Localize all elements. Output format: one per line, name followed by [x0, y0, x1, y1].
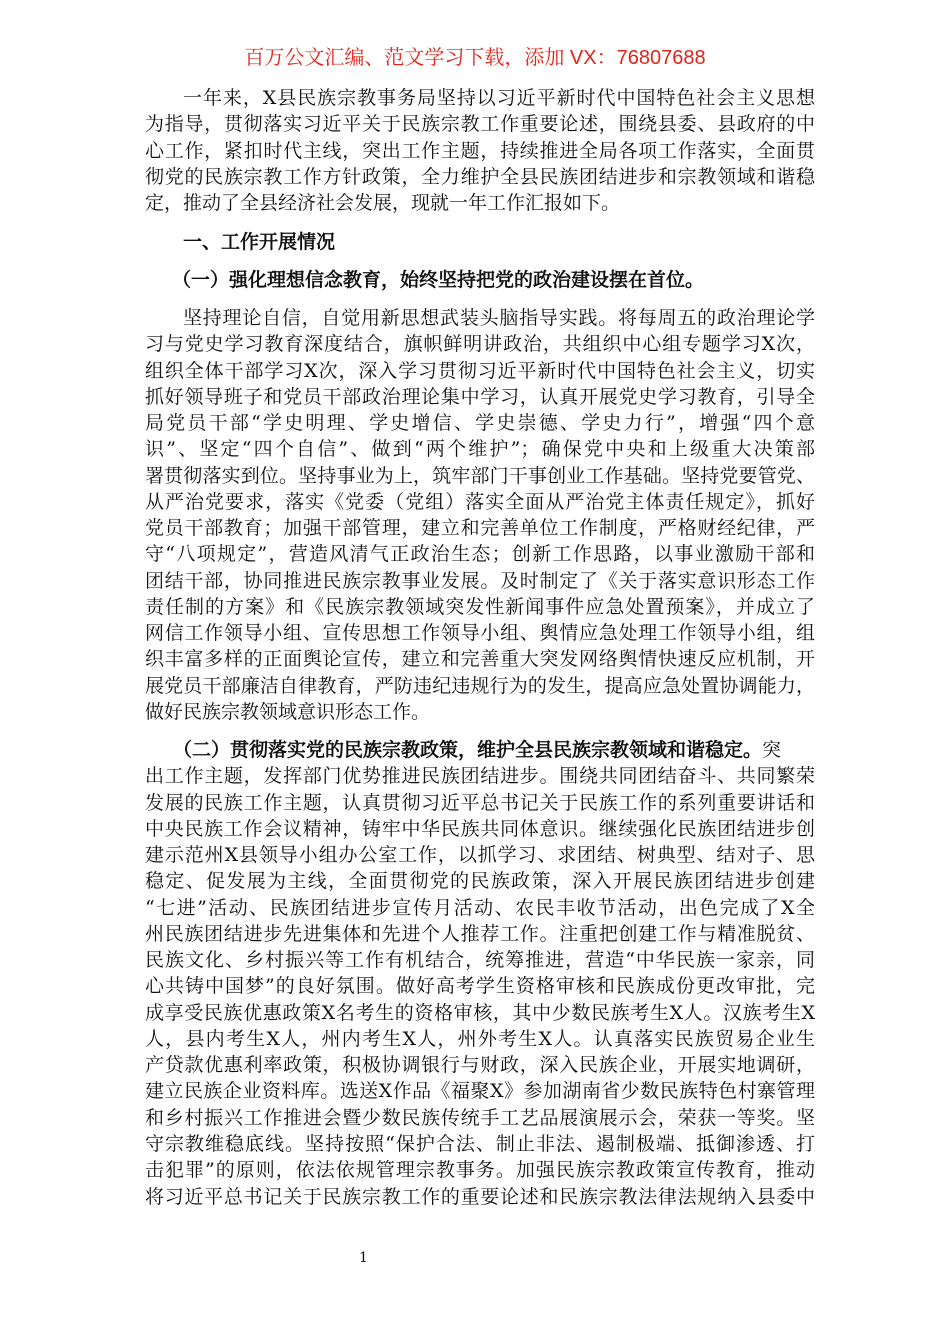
text-line: 定，推动了全县经济社会发展，现就一年工作汇报如下。 [145, 192, 621, 215]
text-line: 民族文化、乡村振兴等工作有机结合，统筹推进，营造“中华民族一家亲，同 [145, 949, 815, 972]
page-number: 1 [359, 1250, 368, 1266]
section-heading: 一、工作开展情况 [183, 231, 336, 253]
text-line: 组织全体干部学习X次，深入学习贯彻习近平新时代中国特色社会主义，切实 [145, 359, 815, 382]
paragraph-1 [145, 305, 815, 725]
text-line: 织丰富多样的正面舆论宣传，建立和完善重大突发网络舆情快速反应机制，开 [145, 648, 815, 671]
text-line: 习与党史学习教育深度结合，旗帜鲜明讲政治，共组织中心组专题学习X次， [145, 333, 815, 356]
text-line: 局党员干部“学史明理、学史增信、学史崇德、学史力行”，增强“四个意 [145, 412, 815, 435]
text-line: 和乡村振兴工作推进会暨少数民族传统手工艺品展演展示会，荣获一等奖。坚 [145, 1106, 815, 1129]
text-line: 中央民族工作会议精神，铸牢中华民族共同体意识。继续强化民族团结进步创 [145, 817, 815, 840]
text-line: 稳定、促发展为主线，全面贯彻党的民族政策，深入开展民族团结进步创建 [145, 870, 815, 893]
text-line: 责任制的方案》和《民族宗教领域突发性新闻事件应急处置预案》，并成立了 [145, 595, 815, 618]
text-line: “七进”活动、民族团结进步宣传月活动、农民丰收节活动，出色完成了X全 [145, 896, 815, 919]
text-line: 团结干部，协同推进民族宗教事业发展。及时制定了《关于落实意识形态工作 [145, 569, 815, 592]
text-line: 识”、坚定“四个自信”、做到“两个维护”；确保党中央和上级重大决策部 [145, 438, 815, 461]
watermark-banner: 百万公文汇编、范文学习下载，添加 VX：76807688 [244, 47, 706, 69]
subsection-heading-1: （一）强化理想信念教育，始终坚持把党的政治建设摆在首位。 [172, 269, 705, 291]
text-line: 将习近平总书记关于民族宗教工作的重要论述和民族宗教法律法规纳入县委中 [145, 1185, 815, 1208]
text-line: 击犯罪”的原则，依法依规管理宗教事务。加强民族宗教政策宣传教育，推动 [145, 1159, 815, 1182]
text-line: 抓好领导班子和党员干部政治理论集中学习，认真开展党史学习教育，引导全 [145, 385, 815, 408]
intro-paragraph [145, 85, 815, 216]
text-line: 心共铸中国梦”的良好氛围。做好高考学生资格审核和民族成份更改审批，完 [145, 975, 815, 998]
text-line: 成享受民族优惠政策X名考生的资格审核，其中少数民族考生X人。汉族考生X [145, 1001, 815, 1024]
text-line: 发展的民族工作主题，认真贯彻习近平总书记关于民族工作的系列重要讲话和 [145, 791, 815, 814]
text-line: 展党员干部廉洁自律教育，严防违纪违规行为的发生，提高应急处置协调能力， [145, 674, 815, 697]
text-line: 坚持理论自信，自觉用新思想武装头脑指导实践。将每周五的政治理论学 [183, 307, 815, 329]
text-line: 做好民族宗教领域意识形态工作。 [145, 700, 431, 723]
text-line: 为指导，贯彻落实习近平关于民族宗教工作重要论述，围绕县委、县政府的中 [145, 113, 815, 136]
text-line: 守“八项规定”，营造风清气正政治生态；创新工作思路，以事业激励干部和 [145, 543, 815, 566]
text-line: 产贷款优惠利率政策，积极协调银行与财政，深入民族企业，开展实地调研， [145, 1054, 815, 1077]
text-line: 党员干部教育；加强干部管理，建立和完善单位工作制度，严格财经纪律，严 [145, 517, 815, 540]
text-line: 彻党的民族宗教工作方针政策，全力维护全县民族团结进步和宗教领域和谐稳 [145, 165, 815, 188]
text-line: 网信工作领导小组、宣传思想工作领导小组、舆情应急处理工作领导小组，组 [145, 622, 815, 645]
text-line: 出工作主题，发挥部门优势推进民族团结进步。围绕共同团结奋斗、共同繁荣 [145, 765, 815, 788]
subsection-heading-2: （二）贯彻落实党的民族宗教政策，维护全县民族宗教领域和谐稳定。 [173, 739, 763, 761]
text-line: 州民族团结进步先进集体和先进个人推荐工作。注重把创建工作与精准脱贫、 [145, 922, 815, 945]
paragraph-2-lead: 突 [762, 739, 782, 761]
text-line: 一年来，X县民族宗教事务局坚持以习近平新时代中国特色社会主义思想 [183, 87, 815, 109]
paragraph-2-first-line [145, 737, 815, 763]
text-line: 人，县内考生X人，州内考生X人，州外考生X人。认真落实民族贸易企业生 [145, 1027, 815, 1050]
text-line: 署贯彻落实到位。坚持事业为上，筑牢部门干事创业工作基础。坚持党要管党、 [145, 464, 815, 487]
text-line: 守宗教维稳底线。坚持按照“保护合法、制止非法、遏制极端、抵御渗透、打 [145, 1132, 815, 1155]
text-line: 从严治党要求，落实《党委（党组）落实全面从严治党主体责任规定》，抓好 [145, 490, 815, 513]
paragraph-2 [145, 737, 815, 1210]
text-line: 建示范州X县领导小组办公室工作，以抓学习、求团结、树典型、结对子、思 [145, 844, 815, 867]
text-line: 心工作，紧扣时代主线，突出工作主题，持续推进全局各项工作落实，全面贯 [145, 139, 815, 162]
text-line: 建立民族企业资料库。选送X作品《福聚X》参加湖南省少数民族特色村寨管理 [145, 1080, 815, 1103]
